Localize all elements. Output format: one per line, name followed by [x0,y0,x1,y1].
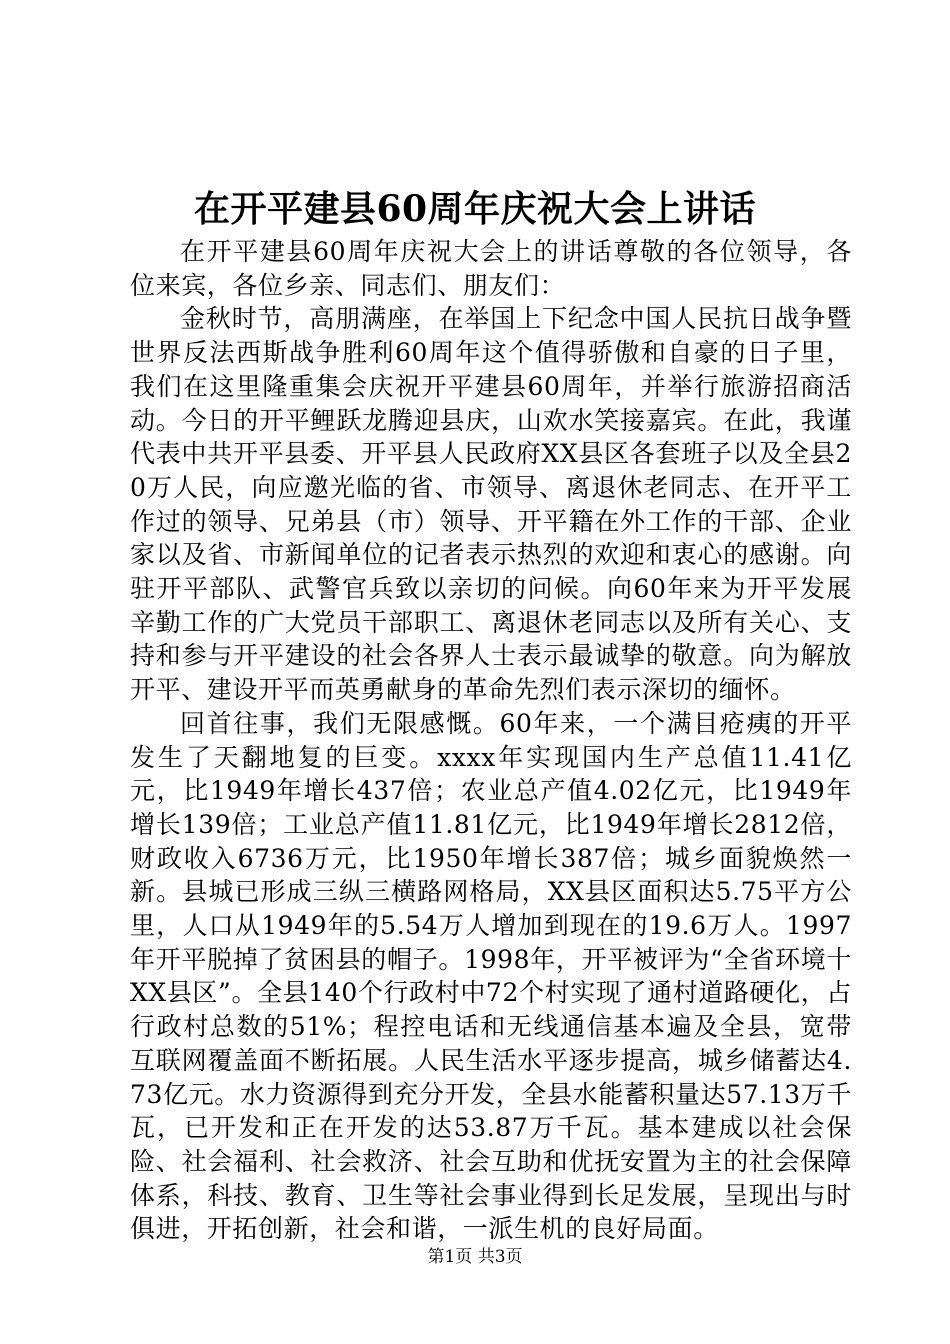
page-number-footer: 第1页 共3页 [427,1247,523,1267]
document-title: 在开平建县60周年庆祝大会上讲话 [193,188,757,230]
paragraph-achievements: 回首往事，我们无限感慨。60年来，一个满目疮痍的开平发生了天翻地复的巨变。xxxx年实现国内生产总值11.41亿元，比1949年增长437倍；农业总产值4.02亿元，比1949年增长139倍；工业总产值11.81亿元，比1949年增长2812倍，财政收入6736万元，比1950年增长387倍；城乡面貌焕然一新。县城已形成三纵三横路网格局，XX县区面积达5.75平方公里，人口从1949年的5.54万人增加到现在的19.6万人。1997年开平脱掉了贫困县的帽子。1998年，开平被评为“全省环境十XX县区”。全县140个行政村中72个村实现了通村道路硬化，占行政村总数的51%；程控电话和无线通信基本遍及全县，宽带互联网覆盖面不断拓展。人民生活水平逐步提高，城乡储蓄达4.73亿元。水力资源得到充分开发，全县水能蓄积量达57.13万千瓦，已开发和正在开发的达53.87万千瓦。基本建成以社会保险、社会福利、社会救济、社会互助和优抚安置为主的社会保障体系，科技、教育、卫生等社会事业得到长足发展，呈现出与时俱进，开拓创新，社会和谐，一派生机的良好局面。 [130,708,852,1244]
paragraph-welcome: 金秋时节，高朋满座，在举国上下纪念中国人民抗日战争暨世界反法西斯战争胜利60周年这个值得骄傲和自豪的日子里，我们在这里隆重集会庆祝开平建县60周年，并举行旅游招商活动。今日的开平鲤跃龙腾迎县庆，山欢水笑接嘉宾。在此，我谨代表中共开平县委、开平县人民政府XX县区各套班子以及全县20万人民，向应邀光临的省、市领导、离退休老同志、在开平工作过的领导、兄弟县（市）领导、开平籍在外工作的干部、企业家以及省、市新闻单位的记者表示热烈的欢迎和衷心的感谢。向驻开平部队、武警官兵致以亲切的问候。向60年来为开平发展辛勤工作的广大党员干部职工、离退休老同志以及所有关心、支持和参与开平建设的社会各界人士表示最诚挚的敬意。向为解放开平、建设开平而英勇献身的革命先烈们表示深切的缅怀。 [130,304,852,705]
document-body [130,235,852,1246]
paragraph-salutation: 在开平建县60周年庆祝大会上的讲话尊敬的各位领导，各位来宾，各位乡亲、同志们、朋友们： [130,237,852,300]
